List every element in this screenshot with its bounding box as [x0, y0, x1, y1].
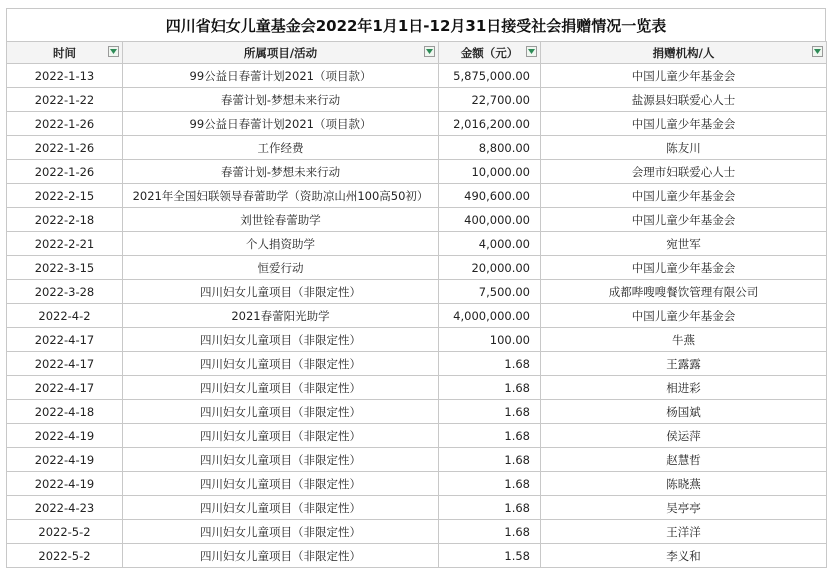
cell-project[interactable]: 四川妇女儿童项目（非限定性）: [123, 448, 439, 472]
cell-date[interactable]: 2022-1-26: [7, 136, 123, 160]
cell-date[interactable]: 2022-4-19: [7, 424, 123, 448]
cell-project[interactable]: 四川妇女儿童项目（非限定性）: [123, 472, 439, 496]
table-row: [7, 184, 827, 208]
cell-project[interactable]: 99公益日春蕾计划2021（项目款）: [123, 112, 439, 136]
cell-project[interactable]: 99公益日春蕾计划2021（项目款）: [123, 64, 439, 88]
cell-date[interactable]: 2022-4-17: [7, 328, 123, 352]
cell-date[interactable]: 2022-4-23: [7, 496, 123, 520]
header-project: [123, 42, 439, 64]
cell-date[interactable]: 2022-2-15: [7, 184, 123, 208]
cell-amount[interactable]: 1.68: [439, 376, 541, 400]
cell-date[interactable]: 2022-5-2: [7, 544, 123, 568]
cell-donor[interactable]: 中国儿童少年基金会: [541, 256, 827, 280]
cell-project[interactable]: 四川妇女儿童项目（非限定性）: [123, 328, 439, 352]
table-row: [7, 376, 827, 400]
header-project-label: 所属项目/活动: [243, 45, 318, 60]
cell-date[interactable]: 2022-4-18: [7, 400, 123, 424]
table-row: [7, 112, 827, 136]
cell-amount[interactable]: 4,000,000.00: [439, 304, 541, 328]
cell-donor[interactable]: 赵慧哲: [541, 448, 827, 472]
cell-date[interactable]: 2022-4-19: [7, 472, 123, 496]
sheet-title: 四川省妇女儿童基金会2022年1月1日-12月31日接受社会捐赠情况一览表: [6, 8, 826, 41]
cell-donor[interactable]: 成都哔嗖嗖餐饮管理有限公司: [541, 280, 827, 304]
table-row: [7, 208, 827, 232]
cell-date[interactable]: 2022-4-17: [7, 352, 123, 376]
cell-amount[interactable]: 1.68: [439, 520, 541, 544]
table-row: [7, 160, 827, 184]
cell-donor[interactable]: 杨国斌: [541, 400, 827, 424]
cell-amount[interactable]: 5,875,000.00: [439, 64, 541, 88]
cell-project[interactable]: 四川妇女儿童项目（非限定性）: [123, 544, 439, 568]
cell-amount[interactable]: 22,700.00: [439, 88, 541, 112]
cell-project[interactable]: 四川妇女儿童项目（非限定性）: [123, 280, 439, 304]
cell-project[interactable]: 四川妇女儿童项目（非限定性）: [123, 352, 439, 376]
cell-date[interactable]: 2022-4-19: [7, 448, 123, 472]
cell-donor[interactable]: 中国儿童少年基金会: [541, 208, 827, 232]
cell-amount[interactable]: 1.68: [439, 424, 541, 448]
table-row: [7, 520, 827, 544]
cell-project[interactable]: 春蕾计划-梦想未来行动: [123, 160, 439, 184]
table-row: [7, 400, 827, 424]
cell-donor[interactable]: 相进彩: [541, 376, 827, 400]
table-row: [7, 64, 827, 88]
header-row: [7, 42, 827, 64]
cell-project[interactable]: 四川妇女儿童项目（非限定性）: [123, 424, 439, 448]
cell-project[interactable]: 2021春蕾阳光助学: [123, 304, 439, 328]
cell-donor[interactable]: 中国儿童少年基金会: [541, 112, 827, 136]
cell-donor[interactable]: 陈友川: [541, 136, 827, 160]
table-row: [7, 496, 827, 520]
cell-amount[interactable]: 1.68: [439, 352, 541, 376]
table-row: [7, 304, 827, 328]
cell-project[interactable]: 恒爱行动: [123, 256, 439, 280]
cell-project[interactable]: 春蕾计划-梦想未来行动: [123, 88, 439, 112]
cell-donor[interactable]: 王洋洋: [541, 520, 827, 544]
cell-date[interactable]: 2022-1-26: [7, 112, 123, 136]
cell-date[interactable]: 2022-1-13: [7, 64, 123, 88]
cell-date[interactable]: 2022-2-18: [7, 208, 123, 232]
cell-donor[interactable]: 陈晓燕: [541, 472, 827, 496]
table-row: [7, 256, 827, 280]
cell-donor[interactable]: 侯运萍: [541, 424, 827, 448]
cell-donor[interactable]: 盐源县妇联爱心人士: [541, 88, 827, 112]
cell-date[interactable]: 2022-4-2: [7, 304, 123, 328]
cell-amount[interactable]: 2,016,200.00: [439, 112, 541, 136]
cell-date[interactable]: 2022-1-22: [7, 88, 123, 112]
cell-donor[interactable]: 会理市妇联爱心人士: [541, 160, 827, 184]
cell-date[interactable]: 2022-3-28: [7, 280, 123, 304]
cell-date[interactable]: 2022-4-17: [7, 376, 123, 400]
cell-amount[interactable]: 4,000.00: [439, 232, 541, 256]
header-amount: [439, 42, 541, 64]
filter-dropdown-icon[interactable]: [424, 46, 435, 57]
header-amount-label: 金额（元）: [460, 45, 519, 60]
cell-donor[interactable]: 中国儿童少年基金会: [541, 304, 827, 328]
donation-table: [6, 41, 827, 568]
cell-project[interactable]: 刘世铨春蕾助学: [123, 208, 439, 232]
cell-amount[interactable]: 1.68: [439, 448, 541, 472]
filter-dropdown-icon[interactable]: [526, 46, 537, 57]
table-row: [7, 472, 827, 496]
cell-date[interactable]: 2022-3-15: [7, 256, 123, 280]
table-row: [7, 544, 827, 568]
cell-amount[interactable]: 7,500.00: [439, 280, 541, 304]
cell-date[interactable]: 2022-1-26: [7, 160, 123, 184]
cell-amount[interactable]: 490,600.00: [439, 184, 541, 208]
table-row: [7, 232, 827, 256]
cell-project[interactable]: 四川妇女儿童项目（非限定性）: [123, 520, 439, 544]
table-row: [7, 328, 827, 352]
cell-amount[interactable]: 1.68: [439, 472, 541, 496]
cell-donor[interactable]: 吴亭亭: [541, 496, 827, 520]
cell-project[interactable]: 工作经费: [123, 136, 439, 160]
header-donor-label: 捐赠机构/人: [652, 45, 715, 60]
header-date-label: 时间: [53, 45, 76, 60]
cell-amount[interactable]: 1.58: [439, 544, 541, 568]
header-date: [7, 42, 123, 64]
cell-donor[interactable]: 牛燕: [541, 328, 827, 352]
cell-project[interactable]: 四川妇女儿童项目（非限定性）: [123, 496, 439, 520]
cell-amount[interactable]: 100.00: [439, 328, 541, 352]
cell-amount[interactable]: 1.68: [439, 400, 541, 424]
spreadsheet: [6, 8, 826, 568]
table-row: [7, 448, 827, 472]
cell-donor[interactable]: 中国儿童少年基金会: [541, 184, 827, 208]
table-row: [7, 352, 827, 376]
cell-donor[interactable]: 李义和: [541, 544, 827, 568]
cell-amount[interactable]: 1.68: [439, 496, 541, 520]
cell-project[interactable]: 个人捐资助学: [123, 232, 439, 256]
cell-date[interactable]: 2022-5-2: [7, 520, 123, 544]
cell-amount[interactable]: 20,000.00: [439, 256, 541, 280]
header-donor: [541, 42, 827, 64]
cell-donor[interactable]: 王露露: [541, 352, 827, 376]
cell-project[interactable]: 四川妇女儿童项目（非限定性）: [123, 400, 439, 424]
filter-dropdown-icon[interactable]: [108, 46, 119, 57]
cell-amount[interactable]: 10,000.00: [439, 160, 541, 184]
cell-amount[interactable]: 400,000.00: [439, 208, 541, 232]
table-row: [7, 424, 827, 448]
table-row: [7, 88, 827, 112]
cell-donor[interactable]: 宛世军: [541, 232, 827, 256]
cell-date[interactable]: 2022-2-21: [7, 232, 123, 256]
cell-donor[interactable]: 中国儿童少年基金会: [541, 64, 827, 88]
filter-dropdown-icon[interactable]: [812, 46, 823, 57]
cell-project[interactable]: 四川妇女儿童项目（非限定性）: [123, 376, 439, 400]
cell-amount[interactable]: 8,800.00: [439, 136, 541, 160]
cell-project[interactable]: 2021年全国妇联领导春蕾助学（资助凉山州100高50初）: [123, 184, 439, 208]
table-row: [7, 280, 827, 304]
table-row: [7, 136, 827, 160]
